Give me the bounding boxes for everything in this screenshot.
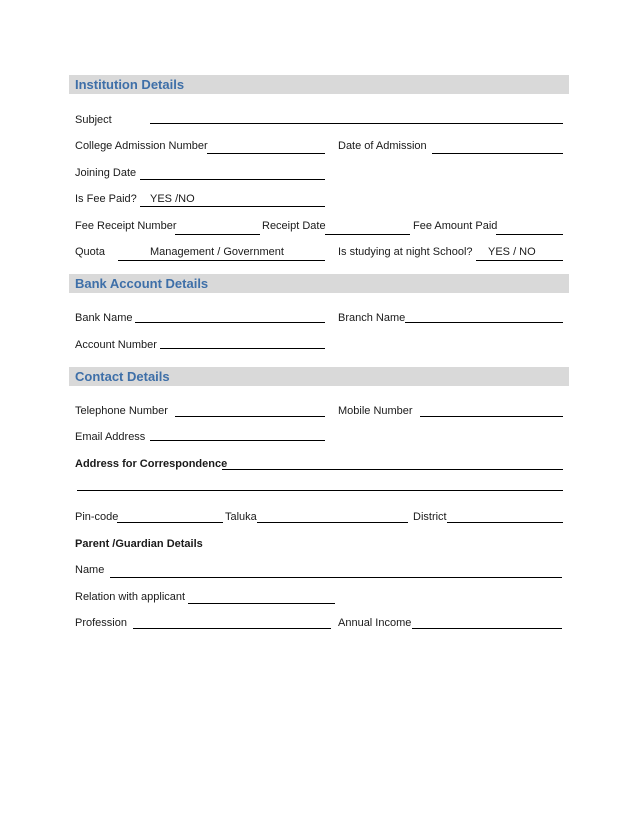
quota-value[interactable]: Management / Government xyxy=(150,246,284,258)
taluka-label: Taluka xyxy=(225,511,257,523)
college-admission-number-label: College Admission Number xyxy=(75,140,208,152)
annual-income-field[interactable] xyxy=(412,628,562,629)
mobile-number-label: Mobile Number xyxy=(338,405,413,417)
parent-guardian-heading: Parent /Guardian Details xyxy=(75,538,203,550)
is-fee-paid-field[interactable] xyxy=(140,206,325,207)
receipt-date-label: Receipt Date xyxy=(262,220,326,232)
telephone-number-field[interactable] xyxy=(175,416,325,417)
receipt-date-field[interactable] xyxy=(325,234,410,235)
profession-field[interactable] xyxy=(133,628,331,629)
district-label: District xyxy=(413,511,447,523)
bank-account-details-header xyxy=(69,274,569,293)
email-address-label: Email Address xyxy=(75,431,146,443)
date-of-admission-label: Date of Admission xyxy=(338,140,427,152)
subject-field[interactable] xyxy=(150,123,563,124)
relation-label: Relation with applicant xyxy=(75,591,186,603)
profession-label: Profession xyxy=(75,617,127,629)
address-field-line-2[interactable] xyxy=(77,490,563,491)
joining-date-field[interactable] xyxy=(140,179,325,180)
college-admission-number-field[interactable] xyxy=(207,153,325,154)
telephone-number-label: Telephone Number xyxy=(75,405,168,417)
pin-code-label: Pin-code xyxy=(75,511,119,523)
pin-code-field[interactable] xyxy=(117,522,223,523)
section-title: Institution Details xyxy=(75,77,185,92)
night-school-label: Is studying at night School? xyxy=(338,246,473,258)
is-fee-paid-label: Is Fee Paid? xyxy=(75,193,137,205)
taluka-field[interactable] xyxy=(257,522,408,523)
joining-date-label: Joining Date xyxy=(75,167,137,179)
bank-name-field[interactable] xyxy=(135,322,325,323)
email-address-field[interactable] xyxy=(150,440,325,441)
name-label: Name xyxy=(75,564,105,576)
fee-receipt-number-label: Fee Receipt Number xyxy=(75,220,177,232)
district-field[interactable] xyxy=(447,522,563,523)
section-title: Bank Account Details xyxy=(75,276,209,291)
section-title: Contact Details xyxy=(75,369,170,384)
night-school-field[interactable] xyxy=(476,260,563,261)
annual-income-label: Annual Income xyxy=(338,617,412,629)
account-number-label: Account Number xyxy=(75,339,157,351)
quota-label: Quota xyxy=(75,246,105,258)
address-field-line-1[interactable] xyxy=(222,469,563,470)
night-school-value[interactable]: YES / NO xyxy=(488,246,536,258)
quota-field[interactable] xyxy=(118,260,325,261)
fee-receipt-number-field[interactable] xyxy=(175,234,260,235)
contact-details-header xyxy=(69,367,569,386)
relation-field[interactable] xyxy=(188,603,335,604)
fee-amount-paid-label: Fee Amount Paid xyxy=(413,220,498,232)
is-fee-paid-value[interactable]: YES /NO xyxy=(150,193,195,205)
branch-name-label: Branch Name xyxy=(338,312,406,324)
fee-amount-paid-field[interactable] xyxy=(496,234,563,235)
mobile-number-field[interactable] xyxy=(420,416,563,417)
branch-name-field[interactable] xyxy=(405,322,563,323)
date-of-admission-field[interactable] xyxy=(432,153,563,154)
account-number-field[interactable] xyxy=(160,348,325,349)
address-label: Address for Correspondence xyxy=(75,458,228,470)
subject-label: Subject xyxy=(75,114,112,126)
institution-details-header xyxy=(69,75,569,94)
bank-name-label: Bank Name xyxy=(75,312,133,324)
name-field[interactable] xyxy=(110,577,562,578)
